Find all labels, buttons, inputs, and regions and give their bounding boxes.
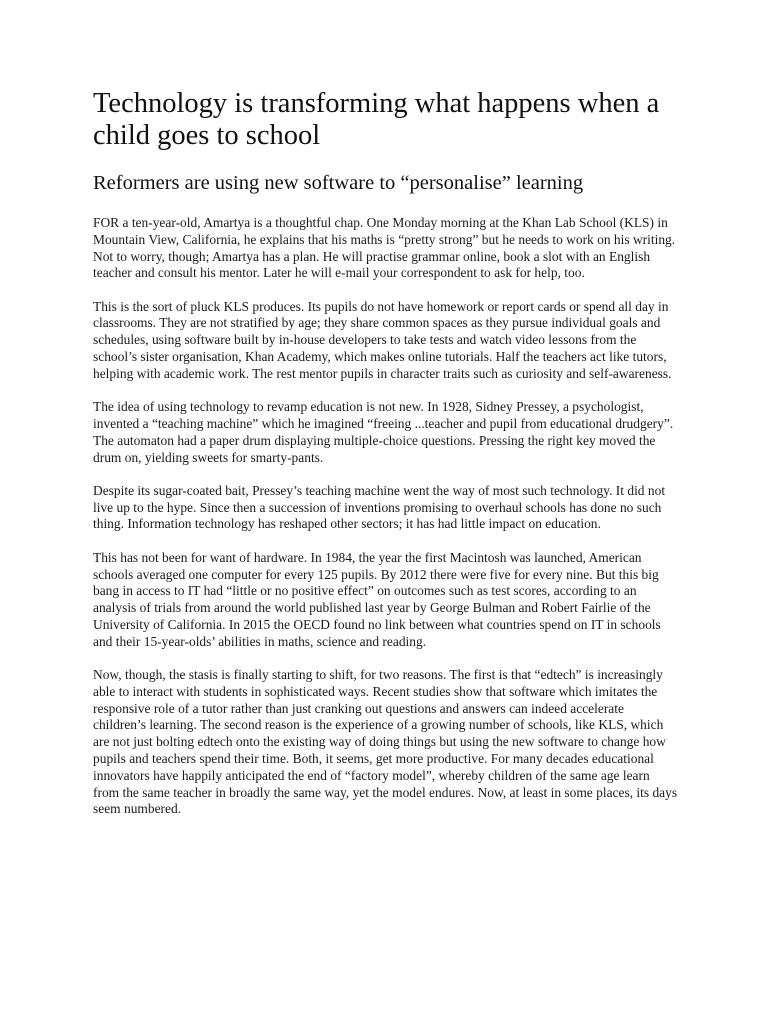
paragraph-2: This is the sort of pluck KLS produces. Its pupils do not have homework or report cards or spend all day in classrooms. They are not stratified by age; they share common spaces as they pursue individual goals and schedules, using software built by in-house developers to take tests and watch video lessons from the school’s sister organisation, Khan Academy, which makes online tutorials. Half the teachers act like tutors, helping with academic work. The rest mentor pupils in character traits such as curiosity and self-awareness.	[93, 298, 672, 381]
article-subheadline: Reformers are using new software to “personalise” learning	[93, 172, 584, 194]
paragraph-1: FOR a ten-year-old, Amartya is a thoughtful chap. One Monday morning at the Khan Lab School (KLS) in Mountain View, California, he explains that his maths is “pretty strong” but he needs to work on his writing. Not to worry, though; Amartya has a plan. He will practise grammar online, book a slot with an English teacher and consult his mentor. Later he will e-mail your correspondent to ask for help, too.	[93, 215, 676, 281]
article	[93, 88, 679, 818]
article-headline: Technology is transforming what happens when a child goes to school	[93, 88, 660, 151]
paragraph-5: This has not been for want of hardware. In 1984, the year the first Macintosh was launched, American schools averaged one computer for every 125 pupils. By 2012 there were five for every nine. But this big bang in access to IT had “little or no positive effect” on outcomes such as test scores, according to an analysis of trials from around the world published last year by George Bulman and Robert Fairlie of the University of California. In 2015 the OECD found no link between what countries spend on IT in schools and their 15-year-olds’ abilities in maths, science and reading.	[93, 549, 661, 649]
paragraph-4: Despite its sugar-coated bait, Pressey’s teaching machine went the way of most such technology. It did not live up to the hype. Since then a succession of inventions promising to overhaul schools has done no such thing. Information technology has reshaped other sectors; it has had little impact on education.	[93, 482, 666, 532]
paragraph-6: Now, though, the stasis is finally starting to shift, for two reasons. The first is that “edtech” is increasingly able to interact with students in sophisticated ways. Recent studies show that software which imitates the responsive role of a tutor rather than just cranking out questions and answers can indeed accelerate children’s learning. The second reason is the experience of a growing number of schools, like KLS, which are not just bolting edtech onto the existing way of doing things but using the new software to change how pupils and teachers spend their time. Both, it seems, get more productive. For many decades educational innovators have happily anticipated the end of “factory model”, whereby children of the same age learn from the same teacher in broadly the same way, yet the model endures. Now, at least in some places, its days seem numbered.	[93, 667, 678, 817]
paragraph-3: The idea of using technology to revamp education is not new. In 1928, Sidney Pressey, a psychologist, invented a “teaching machine” which he imagined “freeing ...teacher and pupil from educational drudgery”. The automaton had a paper drum displaying multiple-choice questions. Pressing the right key moved the drum on, yielding sweets for smarty-pants.	[93, 399, 674, 465]
article-body	[93, 215, 679, 818]
